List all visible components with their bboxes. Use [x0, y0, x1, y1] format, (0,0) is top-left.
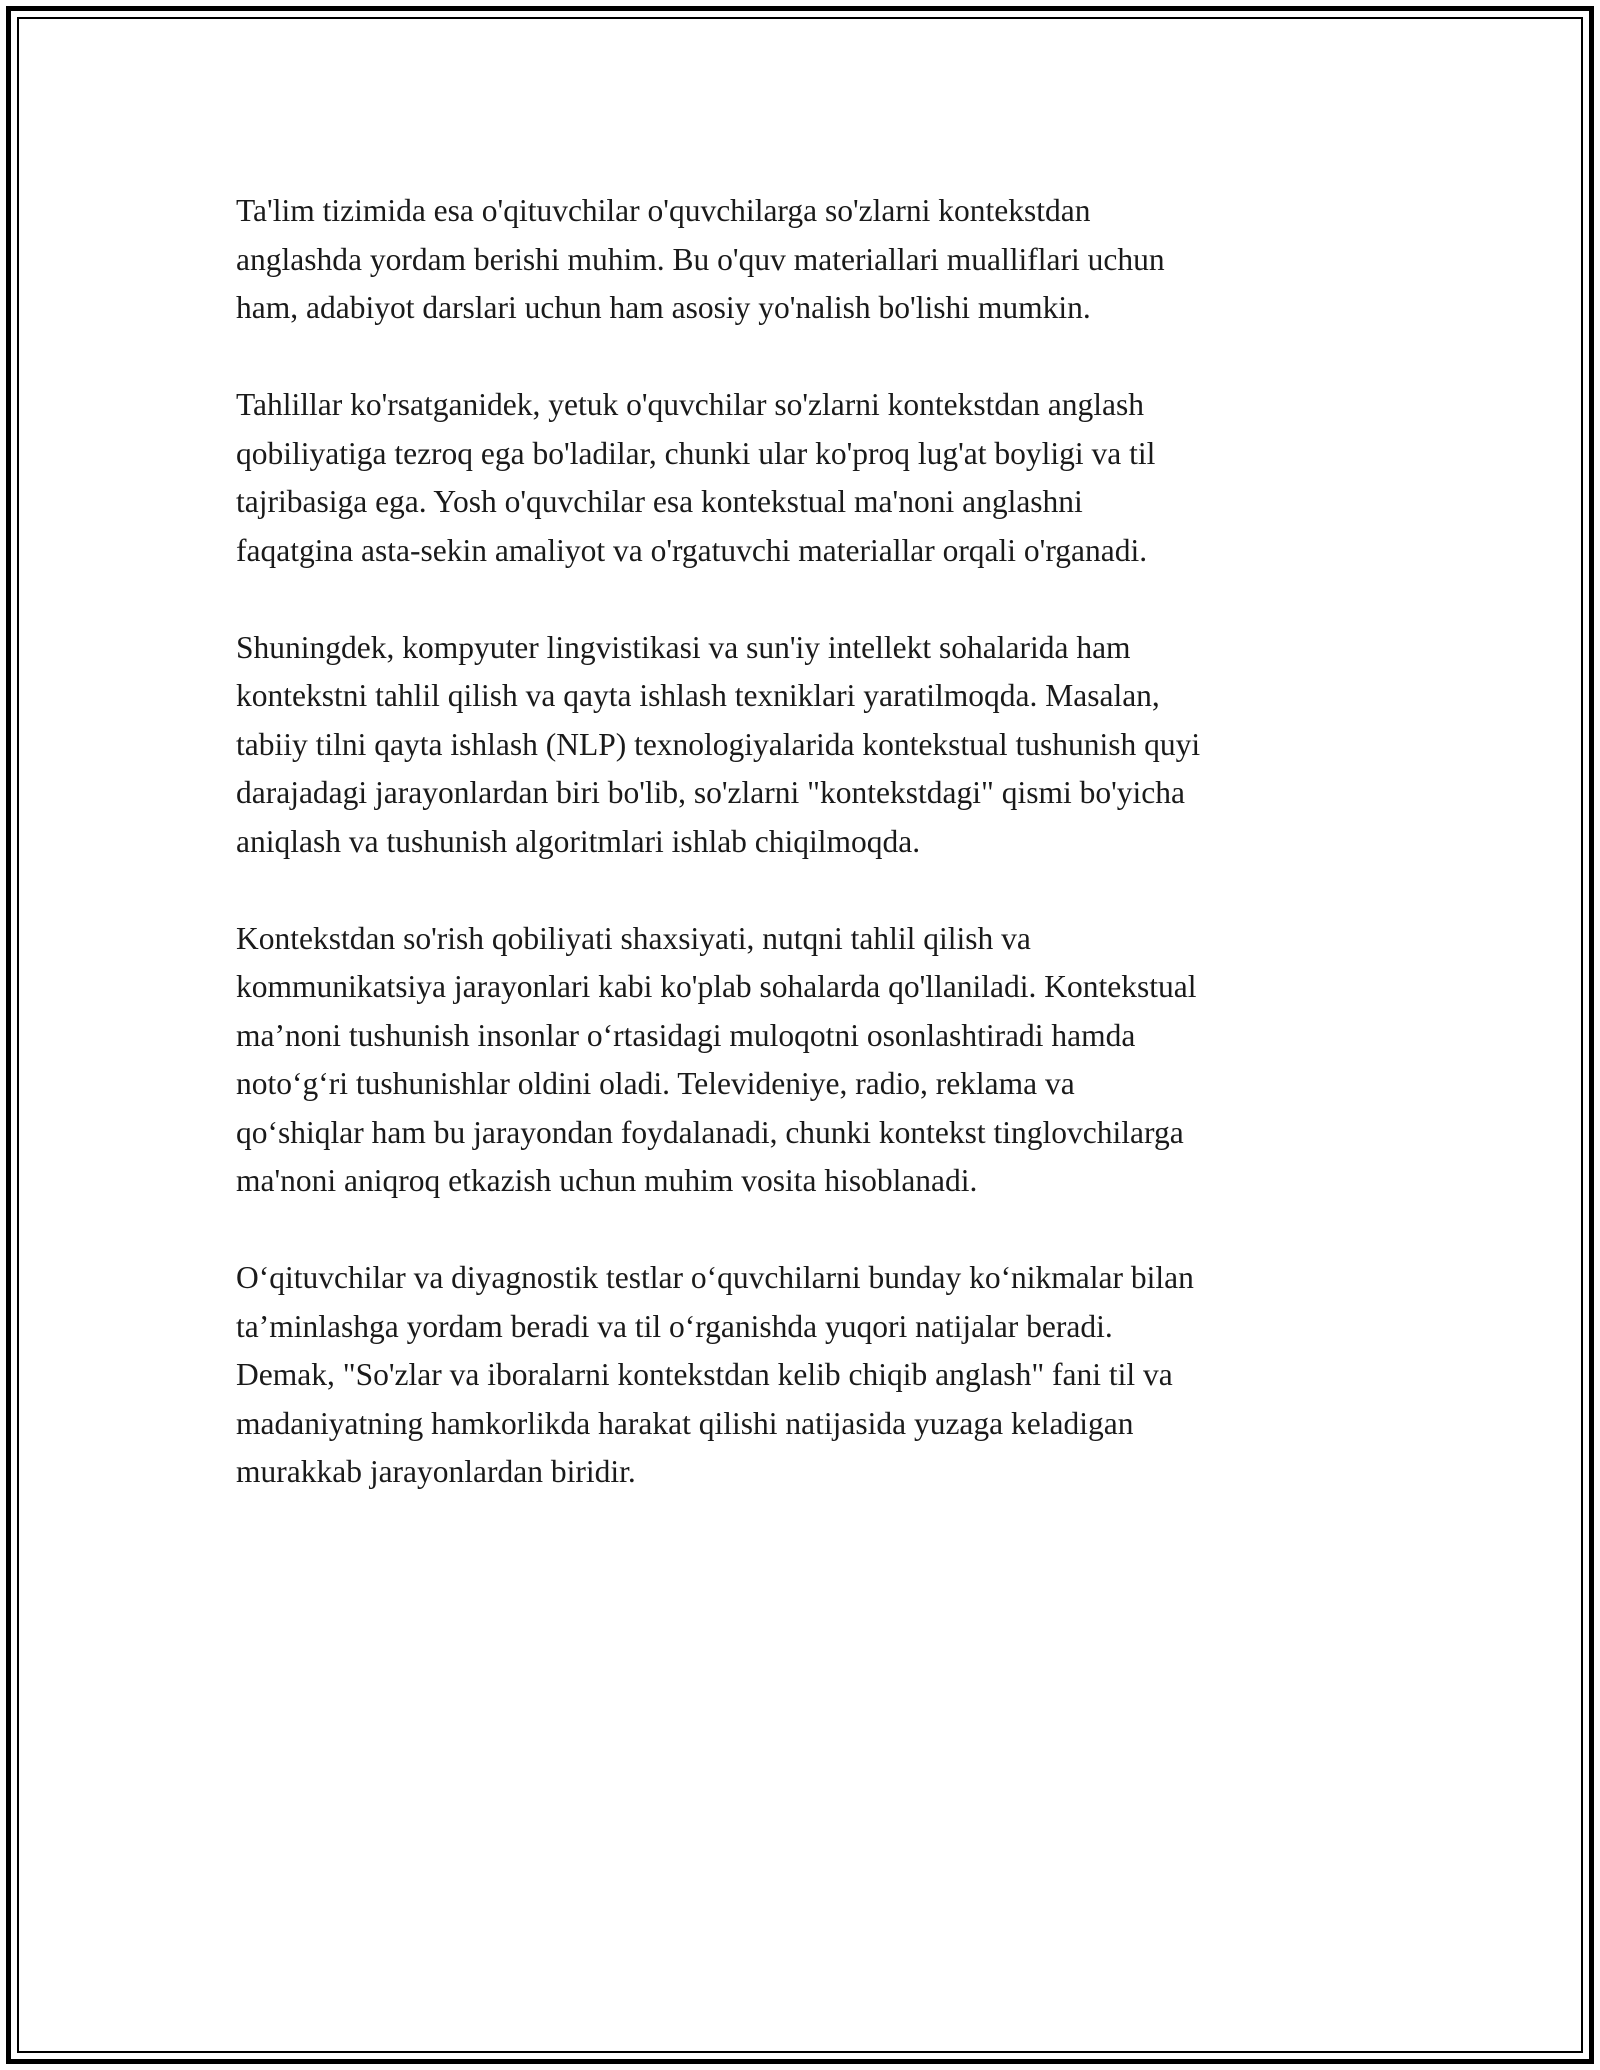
text-line: anglashda yordam berishi muhim. Bu o'quv materiallari mualliflari uchun	[236, 241, 1165, 277]
text-line: madaniyatning hamkorlikda harakat qilishi natijasida yuzaga keladigan	[236, 1405, 1134, 1441]
text-line: ham, adabiyot darslari uchun ham asosiy yo'nalish bo'lishi mumkin.	[236, 290, 1091, 325]
document-body	[236, 187, 1376, 1497]
paragraph-1	[236, 187, 1376, 333]
text-line: darajadagi jarayonlardan biri bo'lib, so'zlarni "kontekstdagi" qismi bo'yicha	[236, 775, 1185, 810]
text-line: qo‘shiqlar ham bu jarayondan foydalanadi, chunki kontekst tinglovchilarga	[236, 1114, 1184, 1150]
text-line: Ta'lim tizimida esa o'qituvchilar o'quvchilarga so'zlarni kontekstdan	[236, 193, 1091, 228]
text-line: kontekstni tahlil qilish va qayta ishlash texniklari yaratilmoqda. Masalan,	[236, 678, 1160, 713]
text-line: Shuningdek, kompyuter lingvistikasi va sun'iy intellekt sohalarida ham	[236, 629, 1131, 665]
text-line: ma’noni tushunish insonlar o‘rtasidagi muloqotni osonlashtiradi hamda	[236, 1017, 1136, 1053]
text-line: ma'noni aniqroq etkazish uchun muhim vosita hisoblanadi.	[236, 1163, 978, 1198]
paragraph-4	[236, 915, 1376, 1206]
text-line: faqatgina asta-sekin amaliyot va o'rgatuvchi materiallar orqali o'rganadi.	[236, 532, 1148, 568]
text-line: Tahlillar ko'rsatganidek, yetuk o'quvchilar so'zlarni kontekstdan anglash	[236, 387, 1144, 422]
paragraph-2	[236, 381, 1376, 575]
paragraph-5	[236, 1254, 1376, 1497]
text-line: noto‘g‘ri tushunishlar oldini oladi. Televideniye, radio, reklama va	[236, 1066, 1075, 1101]
text-line: Kontekstdan so'rish qobiliyati shaxsiyati, nutqni tahlil qilish va	[236, 920, 1031, 956]
text-line: qobiliyatiga tezroq ega bo'ladilar, chunki ular ko'proq lug'at boyligi va til	[236, 435, 1156, 471]
text-line: aniqlash va tushunish algoritmlari ishlab chiqilmoqda.	[236, 823, 921, 859]
text-line: tajribasiga ega. Yosh o'quvchilar esa kontekstual ma'noni anglashni	[236, 484, 1083, 519]
text-line: O‘qituvchilar va diyagnostik testlar o‘quvchilarni bunday ko‘nikmalar bilan	[236, 1260, 1194, 1295]
text-line: tabiiy tilni qayta ishlash (NLP) texnologiyalarida kontekstual tushunish quyi	[236, 726, 1201, 762]
text-line: kommunikatsiya jarayonlari kabi ko'plab sohalarda qo'llaniladi. Kontekstual	[236, 969, 1197, 1004]
text-line: ta’minlashga yordam beradi va til o‘rganishda yuqori natijalar beradi.	[236, 1308, 1113, 1344]
paragraph-3	[236, 624, 1376, 867]
text-line: murakkab jarayonlardan biridir.	[236, 1454, 636, 1489]
text-line: Demak, "So'zlar va iboralarni kontekstdan kelib chiqib anglash" fani til va	[236, 1357, 1173, 1392]
